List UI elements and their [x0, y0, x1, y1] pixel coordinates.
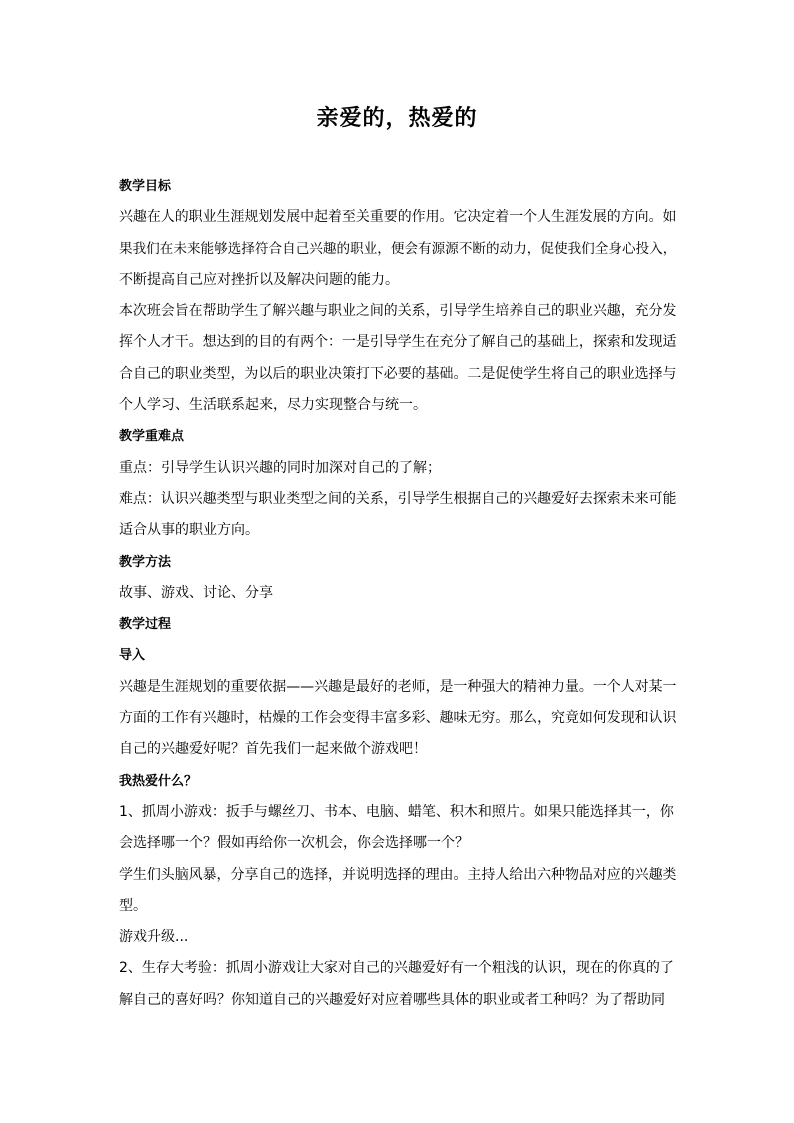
paragraph-line: 自己的兴趣爱好呢？首先我们一起来做个游戏吧！ [119, 741, 427, 758]
paragraph-line: 游戏升级... [119, 929, 189, 946]
paragraph-line: 合自己的职业类型，为以后的职业决策打下必要的基础。二是促使学生将自己的职业选择与 [119, 365, 677, 382]
paragraph-line: 难点：认识兴趣类型与职业类型之间的关系，引导学生根据自己的兴趣爱好去探索未来可能 [119, 490, 677, 507]
paragraph-line: 解自己的喜好吗？你知道自己的兴趣爱好对应着哪些具体的职业或者工种吗？为了帮助同 [119, 991, 665, 1008]
paragraph-line: 1、抓周小游戏：扳手与螺丝刀、书本、电脑、蜡笔、积木和照片。如果只能选择其一，你 [119, 803, 674, 820]
paragraph-line: 方面的工作有兴趣时，枯燥的工作会变得丰富多彩、趣味无穷。那么，究竟如何发现和认识 [119, 710, 677, 727]
paragraph-line: 学生们头脑风暴，分享自己的选择，并说明选择的理由。主持人给出六种物品对应的兴趣类 [119, 866, 677, 883]
section-heading: 导入 [119, 648, 146, 664]
paragraph-line: 重点：引导学生认识兴趣的同时加深对自己的了解； [119, 459, 441, 476]
section-heading: 教学过程 [119, 617, 172, 633]
paragraph-line: 型。 [119, 897, 147, 914]
section-heading: 教学目标 [119, 179, 172, 194]
paragraph-line: 个人学习、生活联系起来，尽力实现整合与统一。 [119, 397, 427, 414]
paragraph-line: 适合从事的职业方向。 [119, 522, 259, 539]
paragraph-line: 会选择哪一个？假如再给你一次机会，你会选择哪一个？ [119, 835, 469, 852]
paragraph-line: 本次班会旨在帮助学生了解兴趣与职业之间的关系，引导学生培养自己的职业兴趣，充分发 [119, 303, 677, 320]
paragraph-line: 挥个人才干。想达到的目的有两个：一是引导学生在充分了解自己的基础上，探索和发现适 [119, 334, 677, 351]
paragraph-line: 2、生存大考验：抓周小游戏让大家对自己的兴趣爱好有一个粗浅的认识，现在的你真的了 [119, 960, 674, 977]
paragraph-line: 果我们在未来能够选择符合自己兴趣的职业，便会有源源不断的动力，促使我们全身心投入， [119, 240, 677, 257]
section-heading: 教学重难点 [119, 429, 185, 445]
paragraph-line: 不断提高自己应对挫折以及解决问题的能力。 [119, 271, 399, 288]
section-heading: 我热爱什么？ [119, 773, 198, 789]
document-title: 亲爱的，热爱的 [316, 106, 478, 131]
section-heading: 教学方法 [119, 554, 172, 570]
document-body [119, 171, 677, 1016]
paragraph-line: 故事、游戏、讨论、分享 [119, 584, 273, 601]
paragraph-line: 兴趣是生涯规划的重要依据——兴趣是最好的老师，是一种强大的精神力量。一个人对某一 [119, 678, 677, 695]
paragraph-line: 兴趣在人的职业生涯规划发展中起着至关重要的作用。它决定着一个人生涯发展的方向。如 [119, 209, 677, 226]
